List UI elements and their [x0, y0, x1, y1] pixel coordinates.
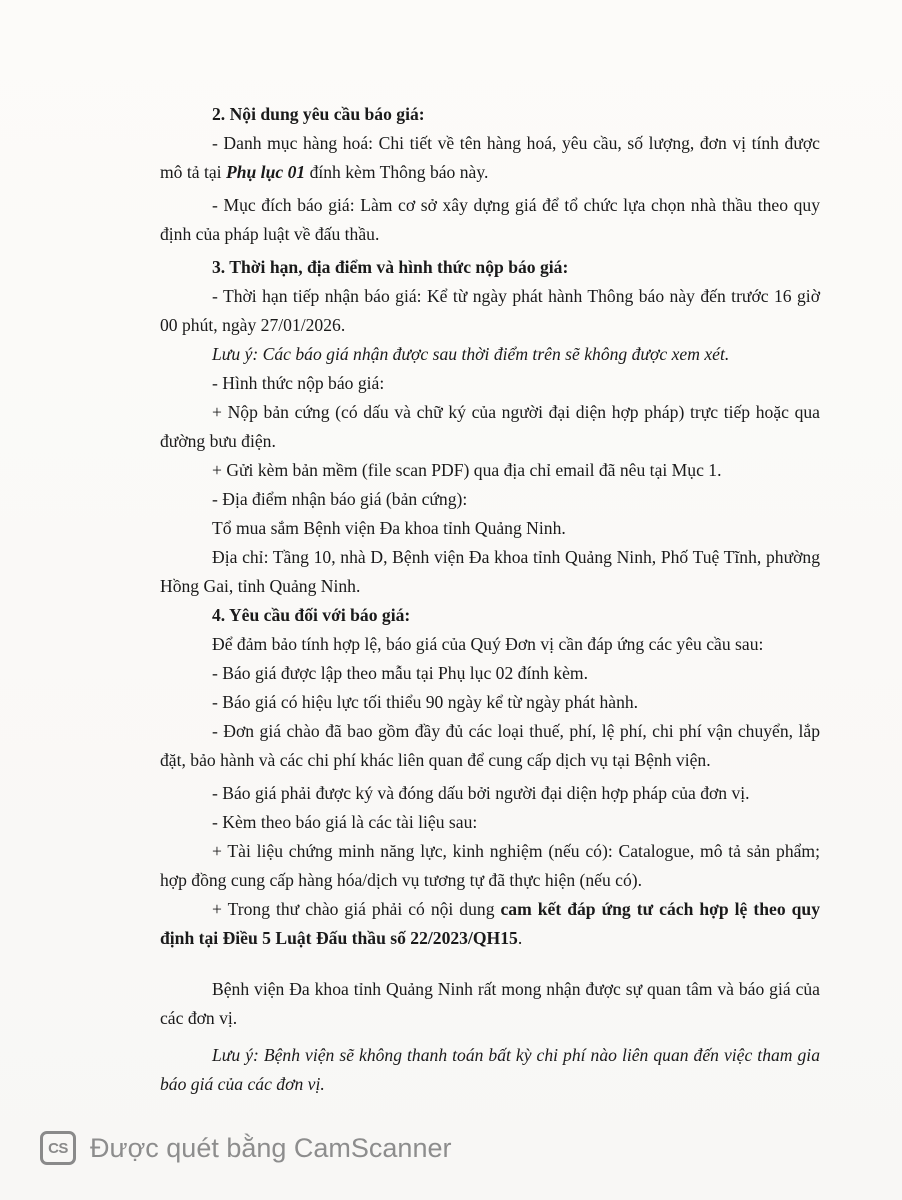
section-3-location-label: - Địa điểm nhận báo giá (bản cứng): — [212, 489, 468, 509]
section-3-address: Địa chỉ: Tầng 10, nhà D, Bệnh viện Đa khoa tỉnh Quảng Ninh, Phố Tuệ Tĩnh, phường Hồng Gai, tỉnh Quảng Ninh. — [160, 547, 820, 596]
section-4-heading: 4. Yêu cầu đối với báo giá: — [212, 605, 411, 625]
section-3-hard-copy: + Nộp bản cứng (có dấu và chữ ký của người đại diện hợp pháp) trực tiếp hoặc qua đường bưu điện. — [160, 402, 820, 451]
commitment-bold: cam kết đáp ứng tư cách hợp lệ theo quy định tại Điều 5 Luật Đấu thầu số 22/2023/QH15 — [160, 899, 820, 948]
section-2-heading: 2. Nội dung yêu cầu báo giá: — [212, 104, 425, 124]
document-body — [160, 100, 820, 1099]
section-4-intro: Để đảm bảo tính hợp lệ, báo giá của Quý Đơn vị cần đáp ứng các yêu cầu sau: — [212, 634, 764, 654]
section-4-attachments: - Kèm theo báo giá là các tài liệu sau: — [212, 812, 478, 832]
section-4-commitment — [160, 895, 820, 953]
camscanner-watermark — [40, 1128, 451, 1168]
section-4-validity: - Báo giá có hiệu lực tối thiểu 90 ngày kể từ ngày phát hành. — [212, 692, 639, 712]
section-3-note: Lưu ý: Các báo giá nhận được sau thời điểm trên sẽ không được xem xét. — [212, 344, 730, 364]
section-2-item-1 — [160, 129, 820, 187]
camscanner-text: Được quét bằng CamScanner — [90, 1132, 452, 1163]
section-3-soft-copy: + Gửi kèm bản mềm (file scan PDF) qua địa chỉ email đã nêu tại Mục 1. — [212, 460, 722, 480]
section-4-capability-docs: + Tài liệu chứng minh năng lực, kinh nghiệm (nếu có): Catalogue, mô tả sản phẩm; hợp đồng cung cấp hàng hóa/dịch vụ tương tự đã thực hiện (nếu có). — [160, 841, 820, 890]
section-3-submission-form: - Hình thức nộp báo giá: — [212, 373, 385, 393]
appendix-01-ref: Phụ lục 01 — [225, 162, 306, 182]
section-3-heading: 3. Thời hạn, địa điểm và hình thức nộp báo giá: — [212, 257, 569, 277]
text-run: đính kèm Thông báo này. — [305, 162, 489, 182]
final-note: Lưu ý: Bệnh viện sẽ không thanh toán bất kỳ chi phí nào liên quan đến việc tham gia báo giá của các đơn vị. — [160, 1045, 820, 1094]
section-4-price-inclusion: - Đơn giá chào đã bao gồm đầy đủ các loại thuế, phí, lệ phí, chi phí vận chuyển, lắp đặt, bảo hành và các chi phí khác liên quan để cung cấp dịch vụ tại Bệnh viện. — [160, 721, 820, 770]
text-run: + Trong thư chào giá phải có nội dung — [212, 899, 501, 919]
text-run: . — [517, 928, 523, 948]
section-2-item-2: - Mục đích báo giá: Làm cơ sở xây dựng giá để tổ chức lựa chọn nhà thầu theo quy định của pháp luật về đấu thầu. — [160, 195, 820, 244]
closing-paragraph: Bệnh viện Đa khoa tỉnh Quảng Ninh rất mong nhận được sự quan tâm và báo giá của các đơn vị. — [160, 979, 820, 1028]
camscanner-logo-icon: CS — [40, 1131, 76, 1165]
section-4-signature: - Báo giá phải được ký và đóng dấu bởi người đại diện hợp pháp của đơn vị. — [212, 783, 750, 803]
section-3-deadline: - Thời hạn tiếp nhận báo giá: Kể từ ngày phát hành Thông báo này đến trước 16 giờ 00 phút, ngày 27/01/2026. — [160, 286, 820, 335]
text-run: - Danh mục hàng hoá: Chi tiết về tên hàng hoá, yêu cầu, số lượng, đơn vị tính được mô tả tại — [160, 133, 820, 182]
section-4-template: - Báo giá được lập theo mẫu tại Phụ lục 02 đính kèm. — [212, 663, 589, 683]
section-3-location-name: Tổ mua sắm Bệnh viện Đa khoa tỉnh Quảng Ninh. — [212, 518, 566, 538]
